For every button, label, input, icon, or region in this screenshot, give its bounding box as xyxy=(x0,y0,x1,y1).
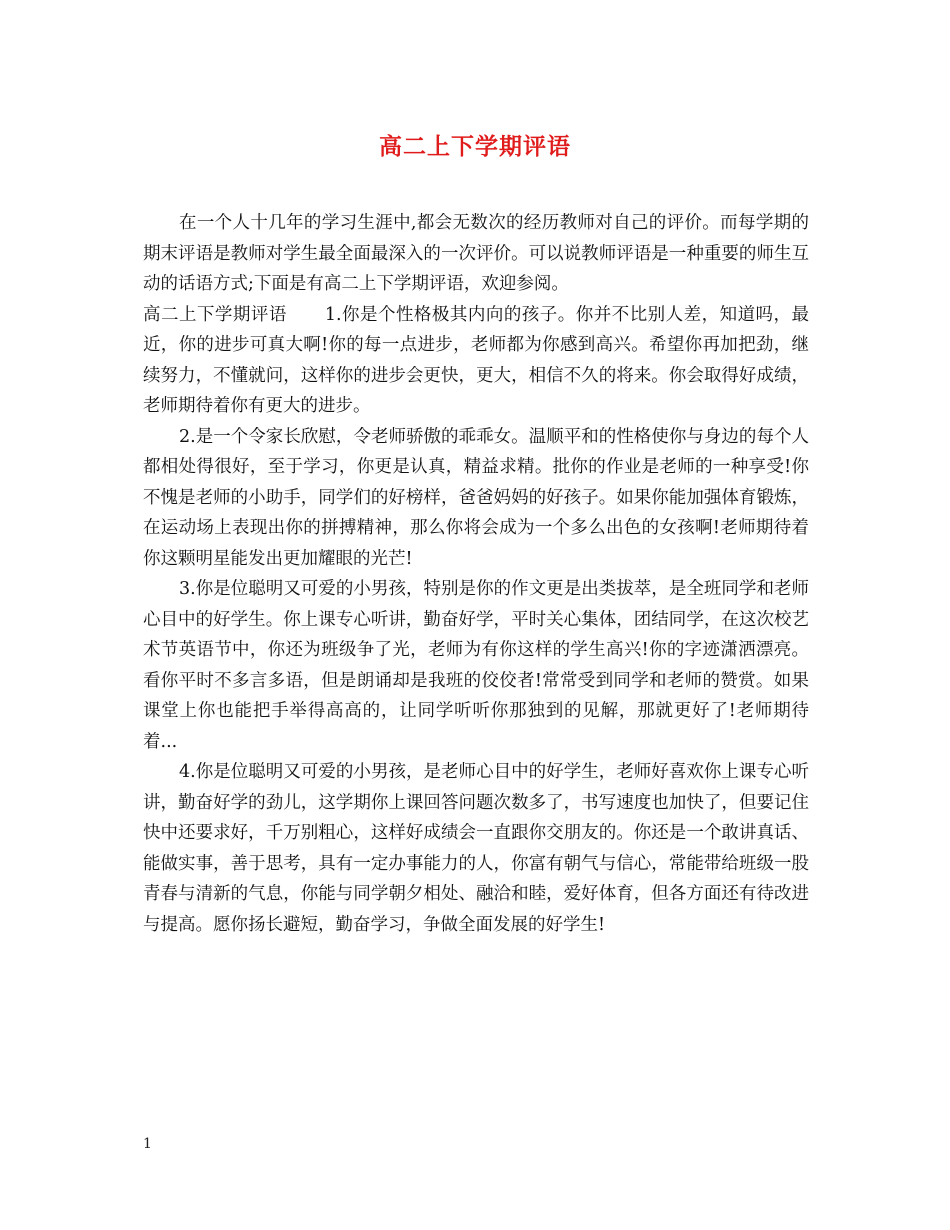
comment-paragraph-3: 3.你是位聪明又可爱的小男孩，特别是你的作文更是出类拔萃，是全班同学和老师心目中的好学生。你上课专心听讲，勤奋好学，平时关心集体，团结同学，在这次校艺术节英语节中，你还为班级争了光，老师为有你这样的学生高兴!你的字迹潇洒漂亮。看你平时不多言多语，但是朗诵却是我班的佼佼者!常常受到同学和老师的赞赏。如果课堂上你也能把手举得高高的，让同学听听你那独到的见解，那就更好了!老师期待着... xyxy=(143,579,809,752)
document-body xyxy=(143,208,809,940)
section-heading: 高二上下学期评语 xyxy=(143,304,287,325)
comment-paragraph-2: 2.是一个令家长欣慰，令老师骄傲的乖乖女。温顺平和的性格使你与身边的每个人都相处得很好，至于学习，你更是认真，精益求精。批你的作业是老师的一种享受!你不愧是老师的小助手，同学们的好榜样，爸爸妈妈的好孩子。如果你能加强体育锻炼，在运动场上表现出你的拼搏精神，那么你将会成为一个多么出色的女孩啊!老师期待着你这颗明星能发出更加耀眼的光芒! xyxy=(143,426,809,569)
comment-text-1: 1.你是个性格极其内向的孩子。你并不比别人差，知道吗，最近，你的进步可真大啊!你的每一点进步，老师都为你感到高兴。希望你再加把劲，继续努力，不懂就问，这样你的进步会更快，更大，相信不久的将来。你会取得好成绩，老师期待着你有更大的进步。 xyxy=(143,304,810,416)
comment-paragraph-1 xyxy=(143,300,809,422)
document-title: 高二上下学期评语 xyxy=(379,134,571,160)
comment-paragraph-4: 4.你是位聪明又可爱的小男孩，是老师心目中的好学生，老师好喜欢你上课专心听讲，勤奋好学的劲儿，这学期你上课回答问题次数多了，书写速度也加快了，但要记住快中还要求好，千万别粗心，这样好成绩会一直跟你交朋友的。你还是一个敢讲真话、能做实事，善于思考，具有一定办事能力的人，你富有朝气与信心，常能带给班级一股青春与清新的气息，你能与同学朝夕相处、融洽和睦，爱好体育，但各方面还有待改进与提高。愿你扬长避短，勤奋学习，争做全面发展的好学生! xyxy=(143,762,809,935)
intro-paragraph: 在一个人十几年的学习生涯中,都会无数次的经历教师对自己的评价。而每学期的期末评语是教师对学生最全面最深入的一次评价。可以说教师评语是一种重要的师生互动的话语方式;下面是有高二上下学期评语，欢迎参阅。 xyxy=(143,213,809,294)
page-number: 1 xyxy=(143,1136,152,1152)
